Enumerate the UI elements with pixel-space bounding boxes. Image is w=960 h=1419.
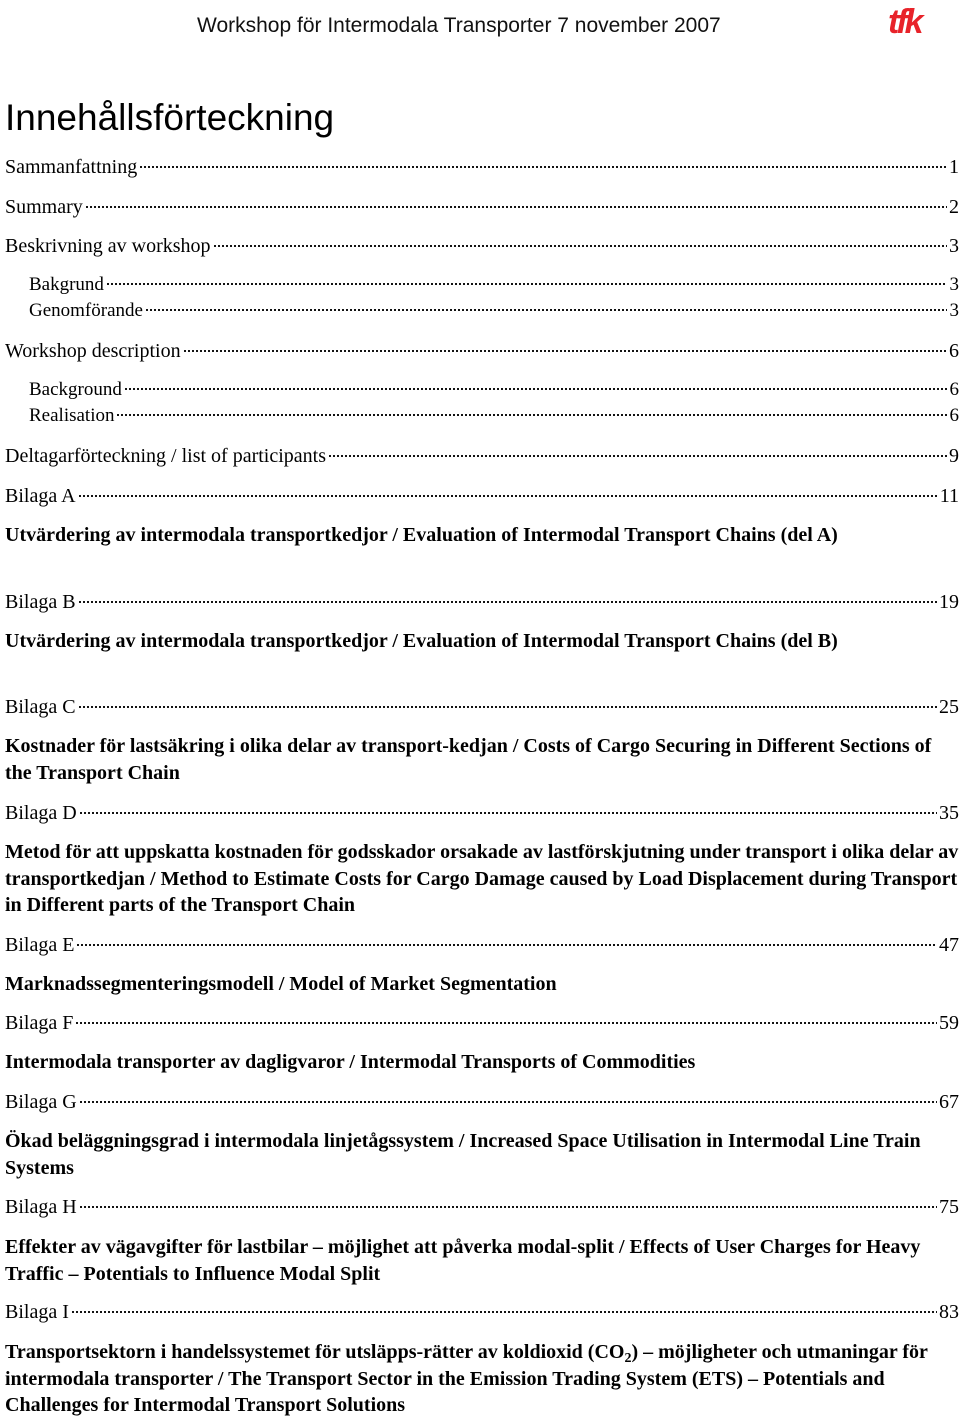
toc-entry-label: Bilaga F: [5, 1012, 74, 1034]
toc-entry[interactable]: [5, 932, 959, 958]
toc-entry[interactable]: [5, 1089, 959, 1115]
co2-subscript: 2: [624, 1351, 632, 1366]
leader-dots: [78, 695, 937, 709]
toc-entry-page: 1: [949, 156, 959, 178]
toc-entry[interactable]: [5, 1010, 959, 1036]
appendix-e-title: Marknadssegmenteringsmodell / Model of Market Segmentation: [5, 973, 557, 995]
toc-entry-label: Bilaga C: [5, 696, 76, 718]
toc-entry-label: Deltagarförteckning / list of participants: [5, 445, 327, 467]
leader-dots: [145, 298, 947, 312]
toc-entry-label: Realisation: [29, 405, 115, 426]
toc-entry-label: Bakgrund: [29, 274, 104, 295]
toc-entry-label: Bilaga B: [5, 591, 76, 613]
toc-entry-page: 9: [949, 445, 959, 467]
toc-entry-label: Bilaga D: [5, 802, 77, 824]
toc-entry[interactable]: [5, 233, 959, 259]
toc-entry[interactable]: [29, 377, 959, 403]
toc-entry[interactable]: [5, 800, 959, 826]
toc-entry-page: 59: [939, 1012, 959, 1034]
svg-text:tfk: tfk: [888, 4, 921, 40]
toc-entry-label: Summary: [5, 196, 83, 218]
leader-dots: [75, 1011, 937, 1025]
leader-dots: [79, 1090, 937, 1104]
toc-entry-page: 11: [939, 485, 959, 507]
tfk-logo: [888, 4, 940, 40]
toc-entry-page: 25: [939, 696, 959, 718]
appendix-f-title: Intermodala transporter av dagligvaror / Intermodal Transports of Commodities: [5, 1051, 696, 1073]
toc-entry[interactable]: [5, 1299, 959, 1325]
toc-entry-page: 6: [949, 405, 959, 426]
leader-dots: [328, 444, 947, 458]
toc-entry[interactable]: [5, 694, 959, 720]
toc-entry-label: Bilaga E: [5, 934, 75, 956]
toc-entry[interactable]: [5, 194, 959, 220]
appendix-b-title: Utvärdering av intermodala transportkedjor / Evaluation of Intermodal Transport Chains (del B): [5, 630, 838, 652]
toc-entry-label: Background: [29, 379, 122, 400]
toc-entry-page: 3: [949, 235, 959, 257]
toc-entry-label: Bilaga I: [5, 1301, 69, 1323]
toc-entry-page: 3: [949, 300, 959, 321]
toc-entry[interactable]: [29, 403, 959, 429]
toc-entry-page: 47: [939, 934, 959, 956]
leader-dots: [78, 484, 938, 498]
leader-dots: [106, 272, 947, 286]
leader-dots: [124, 377, 947, 391]
toc-entry-page: 19: [939, 591, 959, 613]
leader-dots: [85, 195, 947, 209]
leader-dots: [139, 155, 947, 169]
toc-entry-label: Bilaga A: [5, 485, 76, 507]
appendix-c-title: Kostnader för lastsäkring i olika delar av transport-kedjan / Costs of Cargo Securing in Different Sections of the Transport Chain: [5, 735, 932, 784]
appendix-i-title-part1: Transportsektorn i handelssystemet för utsläpps-rätter av koldioxid (CO: [5, 1341, 625, 1363]
appendix-h-title: Effekter av vägavgifter för lastbilar – möjlighet att påverka modal-split / Effects of User Charges for Heavy Traffic – Potentials to Influence Modal Split: [5, 1236, 921, 1285]
toc-entry[interactable]: [5, 443, 959, 469]
leader-dots: [71, 1300, 937, 1314]
leader-dots: [183, 339, 947, 353]
toc-entry-page: 6: [949, 379, 959, 400]
appendix-g-title: Ökad beläggningsgrad i intermodala linjetågssystem / Increased Space Utilisation in Intermodal Line Train Systems: [5, 1130, 921, 1179]
toc-entry-page: 2: [949, 196, 959, 218]
toc-entry[interactable]: [5, 483, 959, 509]
toc-entry-label: Workshop description: [5, 340, 181, 362]
toc-entry-page: 75: [939, 1196, 959, 1218]
leader-dots: [79, 801, 937, 815]
toc-entry-label: Bilaga G: [5, 1091, 77, 1113]
leader-dots: [116, 403, 947, 417]
toc-entry[interactable]: [5, 154, 959, 180]
appendix-i-title-part2: ) – möjligheter och utmaningar för intermodala transporter / The Transport Sector in the Emission Trading System (ETS) – Potentials and Challenges for Intermodal Transport Solutions: [5, 1341, 928, 1416]
leader-dots: [213, 234, 947, 248]
toc-entry-label: Bilaga H: [5, 1196, 77, 1218]
toc-entry-page: 35: [939, 802, 959, 824]
toc-entry[interactable]: [5, 1194, 959, 1220]
toc-entry[interactable]: [29, 272, 959, 298]
appendix-a-title: Utvärdering av intermodala transportkedjor / Evaluation of Intermodal Transport Chains (del A): [5, 524, 838, 546]
toc-entry-label: Beskrivning av workshop: [5, 235, 211, 257]
toc-entry[interactable]: [5, 589, 959, 615]
toc-heading: Innehållsförteckning: [5, 97, 335, 138]
appendix-d-title: Metod för att uppskatta kostnaden för godsskador orsakade av lastförskjutning under transport i olika delar av transportkedjan / Method to Estimate Costs for Cargo Damage caused by Load Displacement during Transport in Different parts of the Transport Chain: [5, 841, 959, 916]
toc-entry-page: 6: [949, 340, 959, 362]
toc-entry-page: 67: [939, 1091, 959, 1113]
leader-dots: [78, 590, 937, 604]
toc-entry[interactable]: [5, 338, 959, 364]
toc-entry-page: 83: [939, 1301, 959, 1323]
toc-entry-label: Genomförande: [29, 300, 143, 321]
leader-dots: [76, 933, 937, 947]
header-title: Workshop för Intermodala Transporter 7 november 2007: [197, 14, 721, 37]
toc-entry[interactable]: [29, 298, 959, 324]
leader-dots: [79, 1195, 937, 1209]
appendix-i-title: [5, 1339, 960, 1419]
toc-entry-page: 3: [949, 274, 959, 295]
toc-entry-label: Sammanfattning: [5, 156, 138, 178]
page-header: [0, 0, 960, 56]
